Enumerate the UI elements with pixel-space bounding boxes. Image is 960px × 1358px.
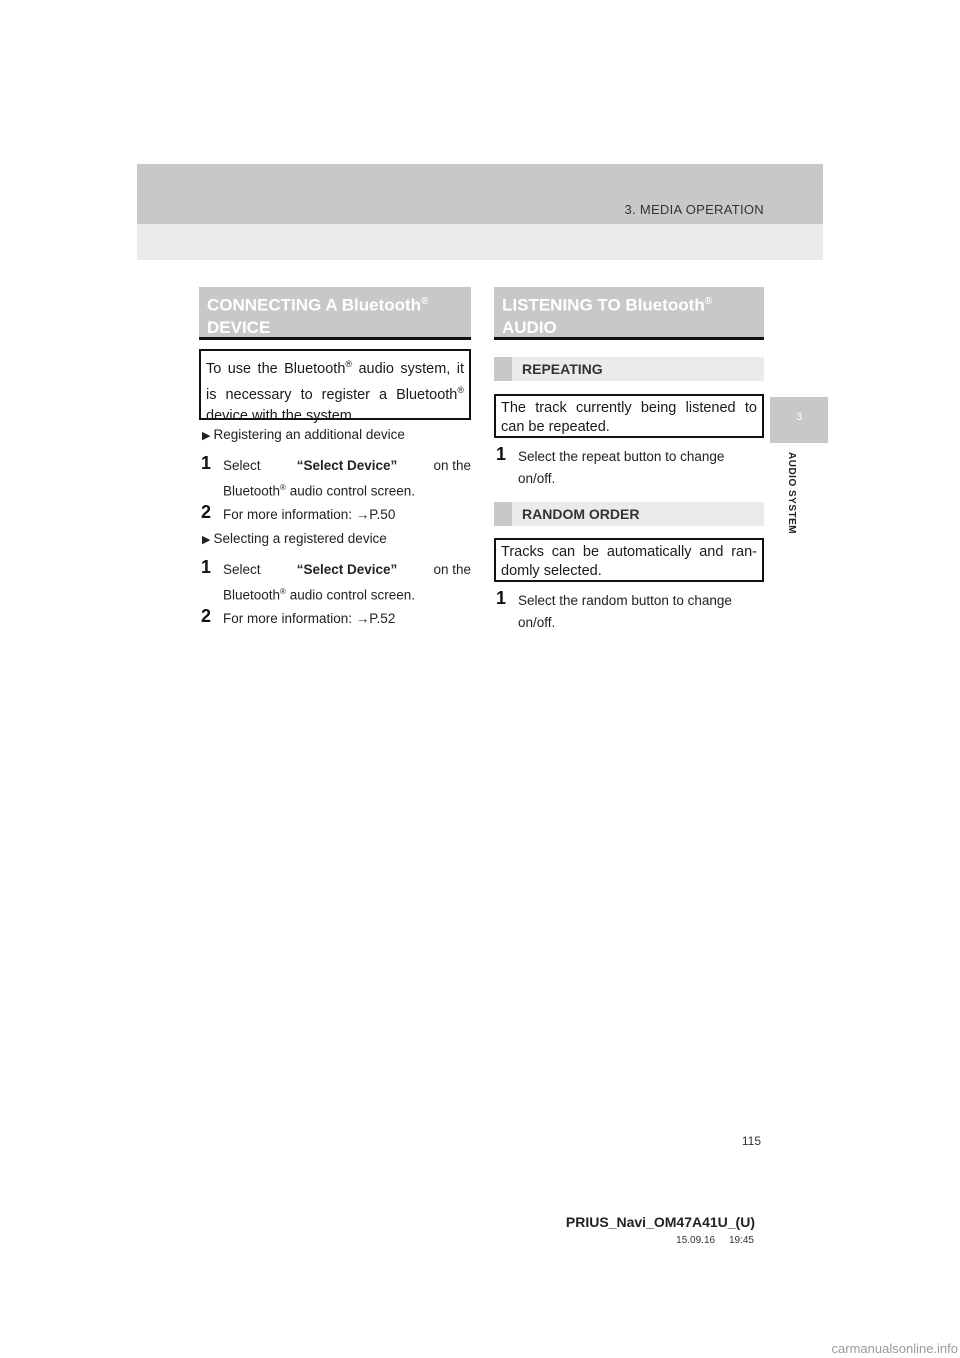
intro-text-2: audio system, it is necessary to register a Bluetooth <box>206 360 464 403</box>
intro-text-3: device with the system. <box>206 407 356 424</box>
step-number: 1 <box>496 588 507 608</box>
step-select-target: “Select Device” <box>296 562 398 577</box>
step-select-word: Select <box>223 458 261 473</box>
triangle-bullet-icon: ▶ <box>202 430 211 442</box>
subheading-marker <box>494 357 512 381</box>
watermark[interactable]: carmanualsonline.info <box>831 1341 958 1356</box>
step-number: 1 <box>201 557 212 577</box>
registered-mark: ® <box>421 296 429 307</box>
step-select-sup: ® <box>280 587 286 596</box>
header-subband <box>137 224 823 260</box>
step-register-2-text: For more information: →P.50 <box>223 507 396 522</box>
intro-sup-1: ® <box>345 359 353 369</box>
step-select-rest: audio control screen. <box>285 483 416 499</box>
intro-text-1: To use the Bluetooth <box>206 360 346 377</box>
document-id: PRIUS_Navi_OM47A41U_(U) <box>565 1214 755 1230</box>
random-title: RANDOM ORDER <box>522 506 640 522</box>
step-number: 2 <box>201 502 212 522</box>
step-select-bt: Bluetooth <box>223 587 281 603</box>
page-number: 115 <box>741 1134 761 1148</box>
step-random-text: Select the random button to change on/off. <box>518 593 732 630</box>
random-intro-text: Tracks can be automatically and ran-domly selected. <box>501 544 757 579</box>
bullet-select-text: Selecting a registered device <box>213 531 387 546</box>
section-title: 3. MEDIA OPERATION <box>624 202 764 217</box>
chapter-tab: 3 <box>770 397 828 443</box>
step-repeat-text: Select the repeat button to change on/off. <box>518 449 725 486</box>
intro-sup-2: ® <box>457 384 464 395</box>
step-select-2-text: For more information: →P.52 <box>223 611 396 626</box>
listening-heading-line2: AUDIO <box>502 317 557 337</box>
connecting-intro-box <box>199 349 471 424</box>
registered-mark: ® <box>704 296 713 307</box>
step-select-1 <box>201 559 471 607</box>
step-select-on: on the <box>433 562 471 577</box>
subheading-marker <box>494 502 512 526</box>
step-number: 1 <box>201 453 212 473</box>
repeating-intro-box <box>494 394 764 438</box>
chapter-label: AUDIO SYSTEM <box>786 452 797 535</box>
step-number: 2 <box>201 606 212 626</box>
step-random-1 <box>496 590 764 634</box>
step-number: 1 <box>496 444 507 464</box>
document-date: 15.09.16 19:45 <box>676 1235 754 1246</box>
connecting-heading <box>199 287 471 340</box>
repeating-intro-text: The track currently being listened to can be repeated. <box>501 400 757 435</box>
step-select-on: on the <box>433 458 471 473</box>
random-intro-box <box>494 538 764 582</box>
listening-heading <box>494 287 764 340</box>
triangle-bullet-icon: ▶ <box>202 534 211 546</box>
step-select-word: Select <box>223 562 261 577</box>
bullet-register <box>202 427 405 442</box>
step-repeat-1 <box>496 446 764 490</box>
listening-heading-line1: LISTENING TO Bluetooth <box>502 295 705 315</box>
bullet-register-text: Registering an additional device <box>213 427 405 442</box>
repeating-subheading <box>494 357 764 381</box>
bullet-select <box>202 531 387 546</box>
step-select-target: “Select Device” <box>296 458 398 473</box>
step-select-sup: ® <box>280 483 286 492</box>
repeating-title: REPEATING <box>522 361 603 377</box>
connecting-heading-line1: CONNECTING A Bluetooth <box>207 295 422 315</box>
random-subheading <box>494 502 764 526</box>
step-register-2 <box>201 504 471 526</box>
step-select-2 <box>201 608 471 630</box>
connecting-heading-line2: DEVICE <box>207 317 271 337</box>
step-select-bt: Bluetooth <box>223 483 281 499</box>
step-register-1 <box>201 455 471 503</box>
step-select-rest: audio control screen. <box>285 587 416 603</box>
